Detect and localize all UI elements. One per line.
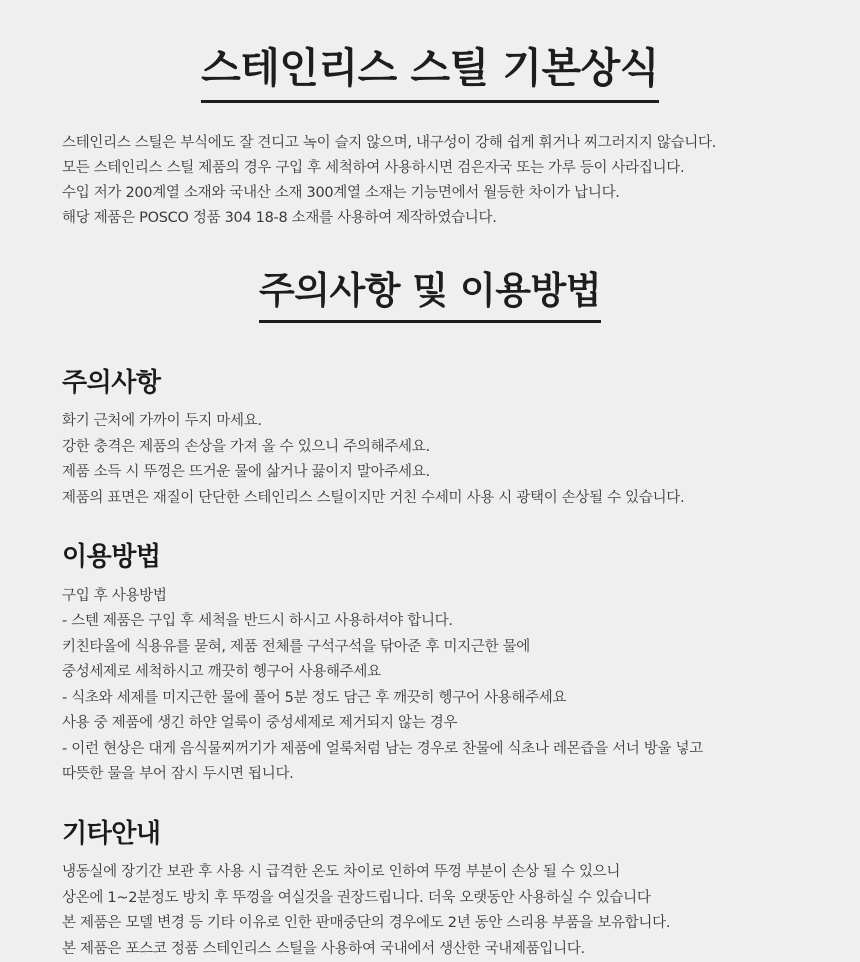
body-line: 키친타올에 식용유를 묻혀, 제품 전체를 구석구석을 닦아준 후 미지근한 물에 xyxy=(62,638,531,655)
intro-line: 해당 제품은 POSCO 정품 304 18-8 소재를 사용하여 제작하였습니다. xyxy=(62,210,497,227)
section-heading-caution: 주의사항 xyxy=(62,367,161,398)
body-line: 강한 충격은 제품의 손상을 가져 올 수 있으니 주의해주세요. xyxy=(62,438,430,455)
body-line: 본 제품은 포스코 정품 스테인리스 스틸을 사용하여 국내에서 생산한 국내제품입니다. xyxy=(62,940,585,957)
body-line: - 식초와 세제를 미지근한 물에 풀어 5분 정도 담근 후 깨끗히 헹구어 사용해주세요 xyxy=(62,689,567,706)
intro-paragraph xyxy=(0,103,860,231)
section-title-text: 주의사항 및 이용방법 xyxy=(259,269,601,322)
section-body-usage xyxy=(62,584,798,788)
section-heading-etc: 기타안내 xyxy=(62,818,161,849)
body-line: 상온에 1~2분정도 방치 후 뚜껑을 여실것을 권장드립니다. 더욱 오랫동안 사용하실 수 있습니다 xyxy=(62,889,651,906)
section-body-etc xyxy=(62,860,798,962)
body-line: 중성세제로 세척하시고 깨끗히 헹구어 사용해주세요 xyxy=(62,664,381,681)
body-line: 사용 중 제품에 생긴 하얀 얼룩이 중성세제로 제거되지 않는 경우 xyxy=(62,715,458,732)
body-line: 제품 소득 시 뚜껑은 뜨거운 물에 삶거나 끓이지 말아주세요. xyxy=(62,464,430,481)
section-heading-usage: 이용방법 xyxy=(62,542,161,573)
body-line: 따뜻한 물을 부어 잠시 두시면 됩니다. xyxy=(62,766,294,783)
body-line: 제품의 표면은 재질이 단단한 스테인리스 스틸이지만 거친 수세미 사용 시 광택이 손상될 수 있습니다. xyxy=(62,489,685,506)
body-line: 본 제품은 모델 변경 등 기타 이유로 인한 판매중단의 경우에도 2년 동안 스리용 부품을 보유합니다. xyxy=(62,915,671,932)
body-line: 냉동실에 장기간 보관 후 사용 시 급격한 온도 차이로 인하여 뚜껑 부분이 손상 될 수 있으니 xyxy=(62,864,621,881)
page-title-text: 스테인리스 스틸 기본상식 xyxy=(201,44,659,103)
intro-line: 수입 저가 200계열 소재와 국내산 소재 300계열 소재는 기능면에서 월등한 차이가 납니다. xyxy=(62,185,620,202)
section-title xyxy=(0,231,860,322)
body-line: 화기 근처에 가까이 두지 마세요. xyxy=(62,413,262,430)
section-usage xyxy=(0,541,860,788)
body-line: - 이런 현상은 대게 음식물찌꺼기가 제품에 얼룩처럼 남는 경우로 찬물에 식초나 레몬즙을 서너 방울 넣고 xyxy=(62,740,703,757)
section-body-caution xyxy=(62,409,798,511)
body-line: - 스텐 제품은 구입 후 세척을 반드시 하시고 사용하셔야 합니다. xyxy=(62,613,453,630)
intro-line: 스테인리스 스틸은 부식에도 잘 견디고 녹이 슬지 않으며, 내구성이 강해 쉽게 휘거나 찌그러지지 않습니다. xyxy=(62,135,717,152)
body-line: 구입 후 사용방법 xyxy=(62,587,167,604)
section-caution xyxy=(0,367,860,512)
page-title xyxy=(0,0,860,103)
section-etc xyxy=(0,818,860,962)
intro-line: 모든 스테인리스 스틸 제품의 경우 구입 후 세척하여 사용하시면 검은자국 또는 가루 등이 사라집니다. xyxy=(62,160,685,177)
